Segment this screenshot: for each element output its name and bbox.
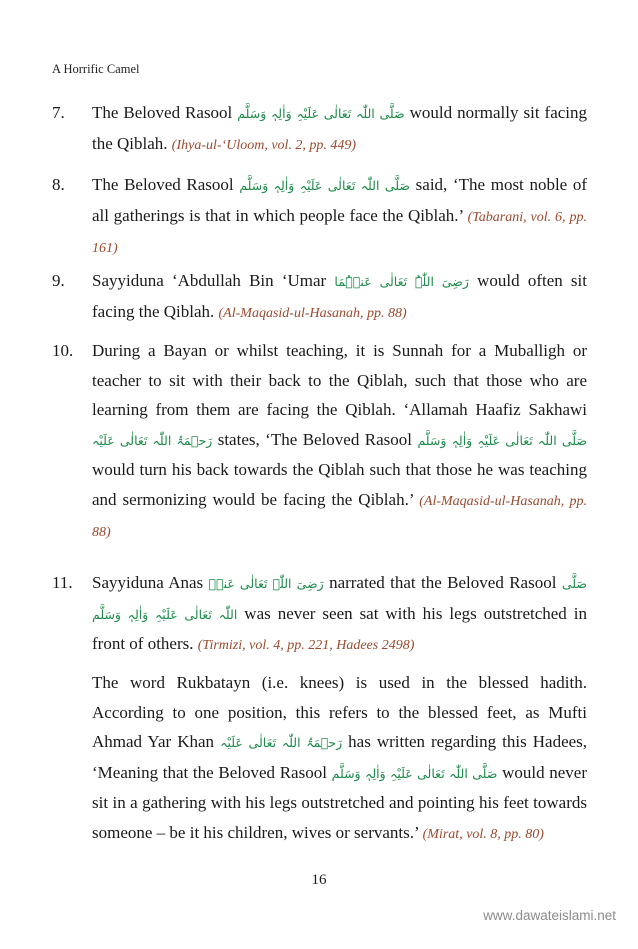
- paragraph-text: The word Rukbatayn (i.e. knees) is used in the blessed hadith. According to one position, this refers to the blessed feet, as Mufti Ahmad Yar Khan: [92, 673, 587, 751]
- item-text: would often sit facing the Qiblah.: [92, 271, 587, 321]
- list-item: [52, 336, 587, 548]
- item-number: 10.: [52, 341, 74, 360]
- list-item: [52, 568, 587, 661]
- item-text: The Beloved Rasool: [92, 103, 233, 122]
- item-text: was never seen sat with his legs outstretched in front of others.: [92, 603, 587, 653]
- paragraph-text: has written regarding this Hadees, ‘Meaning that the Beloved Rasool: [92, 732, 588, 782]
- arabic-salutation: رَحۡمَۃُ اللّٰہ تَعَالٰی عَلَیْہ: [92, 432, 213, 448]
- item-number: 11.: [52, 573, 73, 592]
- item-text: narrated that the Beloved Rasool: [329, 573, 557, 592]
- arabic-salutation: صَلَّی اللّٰہ تَعَالٰی عَلَیْہِ وَاٰلِہٖ وَسَلَّم: [92, 576, 587, 622]
- arabic-salutation: صَلَّی اللّٰہ تَعَالٰی عَلَیْہِ وَاٰلِہٖ وَسَلَّم: [239, 178, 410, 193]
- item-text: The Beloved Rasool: [92, 175, 234, 194]
- paragraph-text: would never sit in a gathering with his legs outstretched and pointing his feet towards someone – be it his children, wives or servants.’: [92, 762, 588, 842]
- list-item: [52, 266, 587, 328]
- citation: (Tabarani, vol. 6, pp. 161): [92, 209, 587, 256]
- item-text: would turn his back towards the Qiblah such that those he was teaching and sermonizing would be facing the Qiblah.’: [92, 460, 587, 509]
- running-header: A Horrific Camel: [52, 62, 140, 76]
- page-number: 16: [311, 872, 327, 888]
- citation: (Al-Maqasid-ul-Hasanah, pp. 88): [218, 305, 407, 321]
- arabic-salutation: رَحۡمَۃُ اللّٰہ تَعَالٰی عَلَیْہ: [220, 735, 343, 750]
- explanation-paragraph: [92, 668, 587, 849]
- item-number: 8.: [52, 175, 65, 194]
- item-text: said, ‘The most noble of all gatherings is that in which people face the Qiblah.’: [92, 175, 588, 225]
- arabic-salutation: صَلَّی اللّٰہ تَعَالٰی عَلَیْہِ وَاٰلِہٖ وَسَلَّم: [417, 432, 588, 448]
- list-item: [52, 170, 587, 264]
- citation: (Ihya-ul-‘Uloom, vol. 2, pp. 449): [171, 137, 357, 153]
- arabic-salutation: رَضِیَ اللّٰہ تَعَالٰی عَنۡہ: [208, 576, 324, 591]
- item-text: Sayyiduna ‘Abdullah Bin ‘Umar: [92, 271, 327, 290]
- item-text: Sayyiduna Anas: [92, 573, 204, 592]
- footer-url[interactable]: www.dawateislami.net: [483, 908, 616, 923]
- arabic-salutation: صَلَّی اللّٰہ تَعَالٰی عَلَیْہِ وَاٰلِہٖ وَسَلَّم: [331, 765, 498, 781]
- citation: (Tirmizi, vol. 4, pp. 221, Hadees 2498): [197, 638, 415, 653]
- list-item: [52, 98, 587, 160]
- arabic-salutation: صَلَّی اللّٰہ تَعَالٰی عَلَیْہِ وَاٰلِہٖ وَسَلَّم: [237, 106, 405, 121]
- citation: (Al-Maqasid-ul-Hasanah, pp. 88): [92, 493, 588, 540]
- item-text: During a Bayan or whilst teaching, it is Sunnah for a Muballigh or teacher to sit with their back to the Qiblah, such that those who are learning from them are facing the Qiblah. ‘Allamah Haafiz Sakhawi: [92, 341, 587, 419]
- citation: (Mirat, vol. 8, pp. 80): [422, 826, 544, 842]
- item-text: would normally sit facing the Qiblah.: [92, 103, 588, 153]
- arabic-salutation: رَضِیَ اللّٰہُ تَعَالٰی عَنۡہُمَا: [334, 274, 469, 289]
- item-text: states, ‘The Beloved Rasool: [217, 429, 413, 449]
- item-number: 7.: [52, 103, 65, 122]
- item-number: 9.: [52, 271, 65, 290]
